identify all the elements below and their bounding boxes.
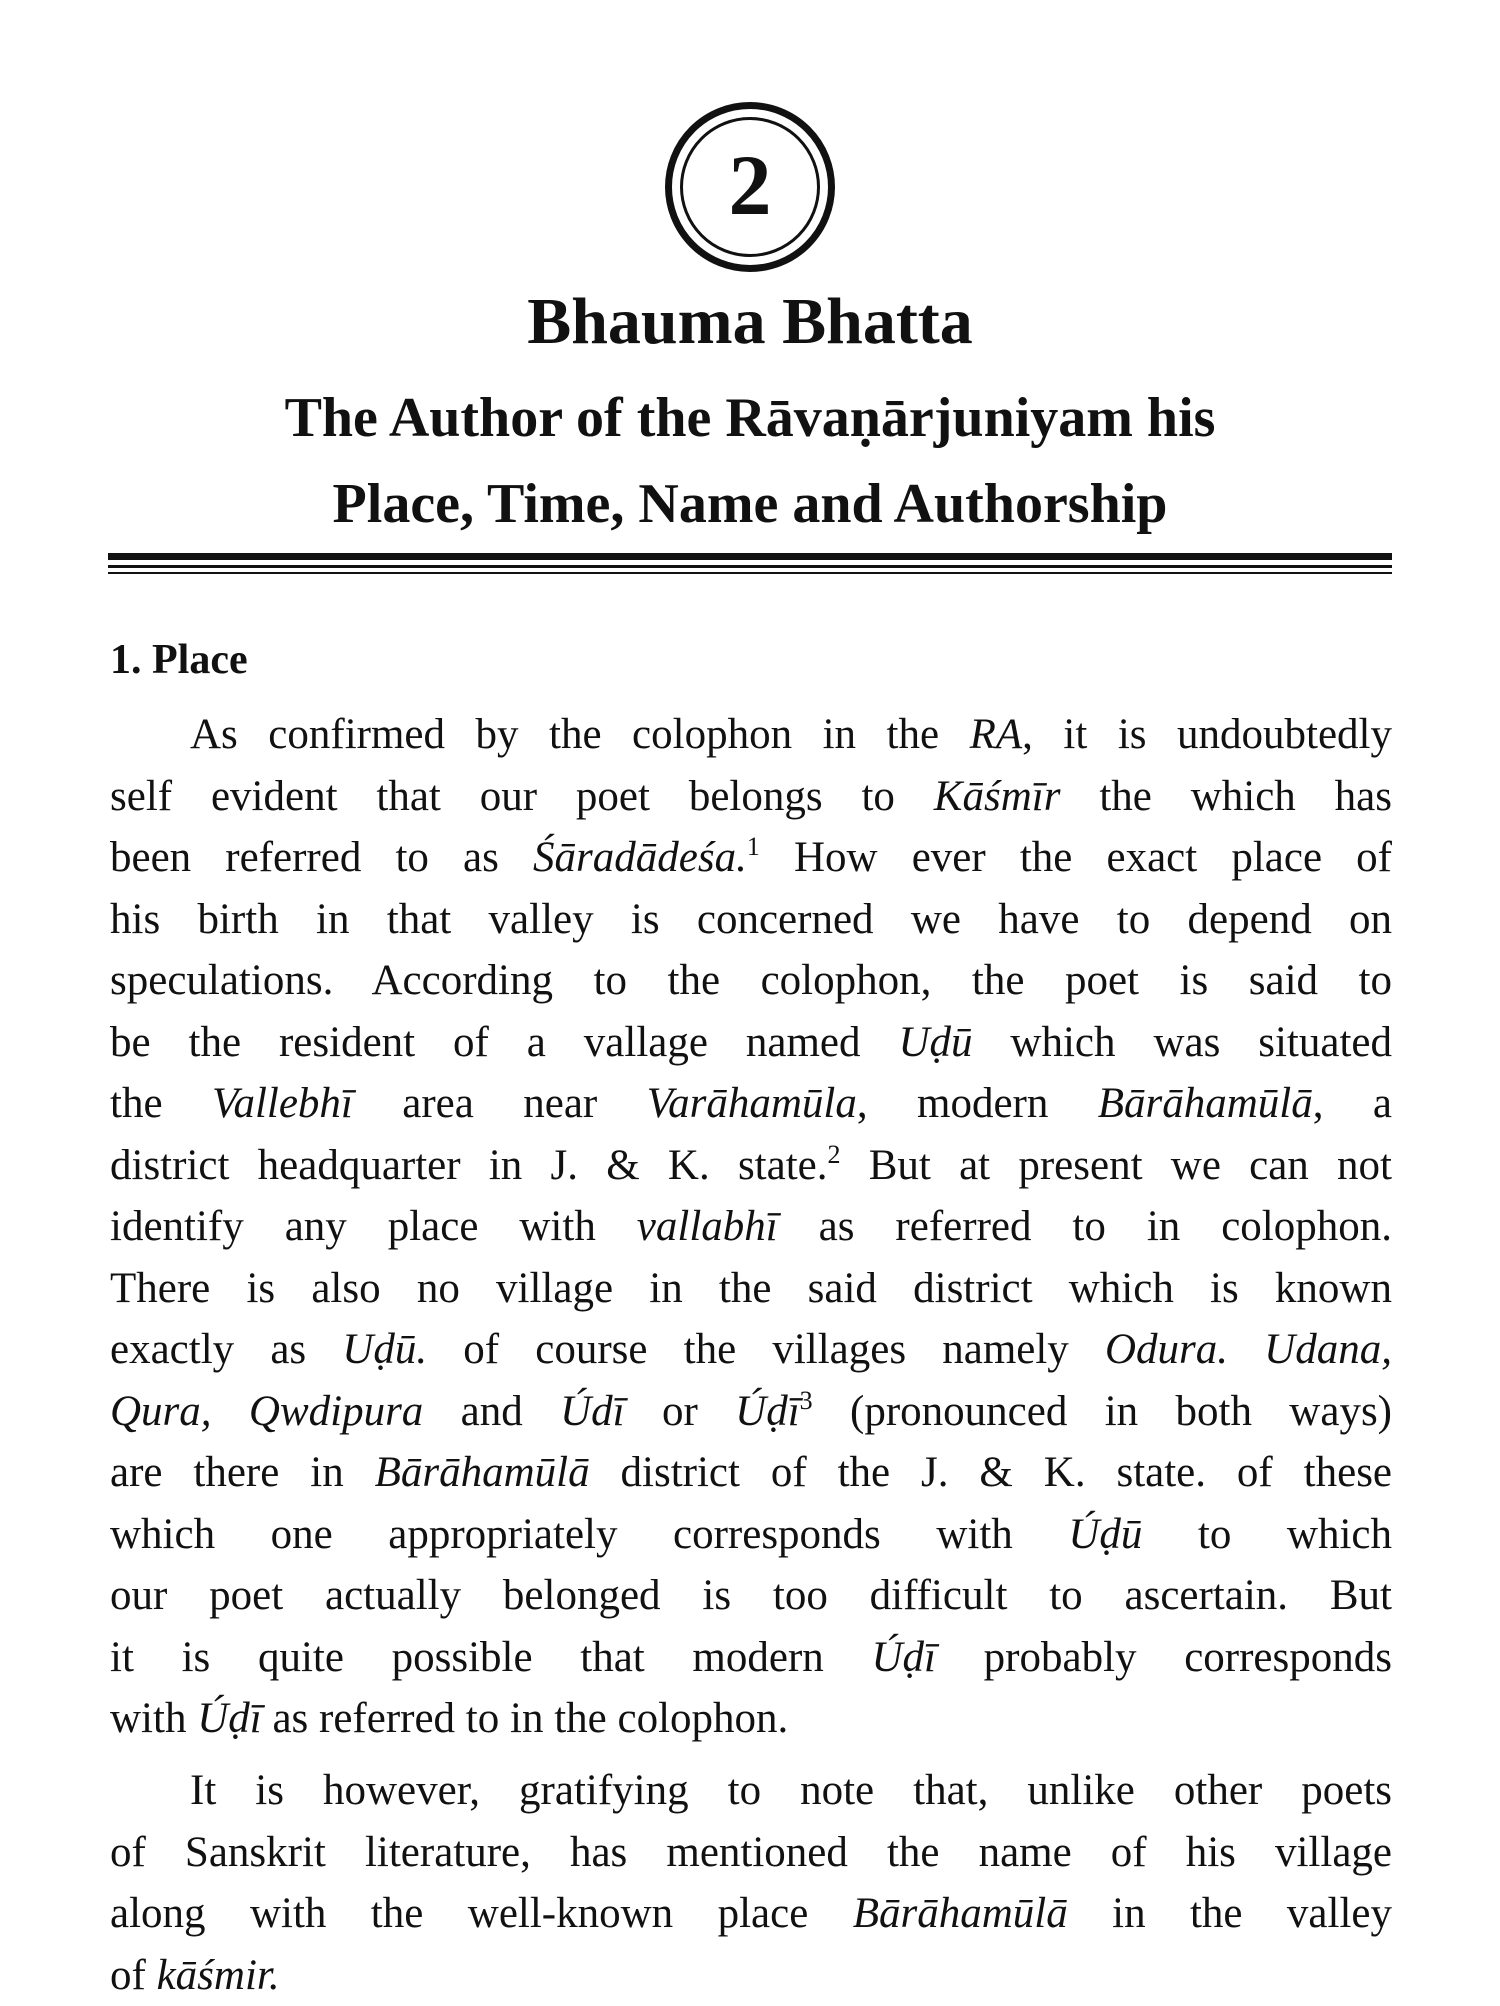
section-heading: 1. Place — [110, 632, 248, 688]
footnote-ref-1: 1 — [747, 832, 760, 861]
text-line: of kāśmir. — [110, 1945, 1392, 2006]
text-line: self evident that our poet belongs to Kāśmīr the which has — [110, 766, 1392, 828]
text-line: been referred to as Śāradādeśa.$^1$ How ever the exact place of — [110, 827, 1392, 889]
text-line: district headquarter in J. & K. state.$^2$ But at present we can not — [110, 1135, 1392, 1197]
text-line: his birth in that valley is concerned we have to depend on — [110, 889, 1392, 951]
chapter-subtitle — [0, 375, 1500, 547]
text-line: There is also no village in the said district which is known — [110, 1258, 1392, 1320]
text-line: which one appropriately corresponds with Úḍū to which — [110, 1504, 1392, 1566]
chapter-subtitle-line-1: The Author of the Rāvaṇārjuniyam his — [285, 387, 1216, 449]
text-line: along with the well-known place Bārāhamūlā in the valley — [110, 1883, 1392, 1945]
text-line: the Vallebhī area near Varāhamūla, modern Bārāhamūlā, a — [110, 1073, 1392, 1135]
text-line: As confirmed by the colophon in the RA, it is undoubtedly — [110, 704, 1392, 766]
title-divider-hairline — [108, 572, 1392, 574]
text-line: Qura, Qwdipura and Údī or Úḍī$^3$ (pronounced in both ways) — [110, 1381, 1392, 1443]
paragraph-place-2 — [110, 1760, 1392, 2006]
paragraph-place-1 — [110, 704, 1392, 1750]
chapter-number: 2 — [729, 142, 772, 228]
text-line: are there in Bārāhamūlā district of the J. & K. state. of these — [110, 1442, 1392, 1504]
chapter-number-badge — [665, 102, 835, 272]
chapter-title: Bhauma Bhatta — [0, 282, 1500, 362]
text-line: exactly as Uḍū. of course the villages namely Odura. Udana, — [110, 1319, 1392, 1381]
text-line: It is however, gratifying to note that, unlike other poets — [110, 1760, 1392, 1822]
text-line: it is quite possible that modern Úḍī probably corresponds — [110, 1627, 1392, 1689]
text-line: identify any place with vallabhī as referred to in colophon. — [110, 1196, 1392, 1258]
text-line: our poet actually belonged is too difficult to ascertain. But — [110, 1565, 1392, 1627]
chapter-number-badge-inner-ring — [680, 117, 820, 257]
text-line: be the resident of a vallage named Uḍū which was situated — [110, 1012, 1392, 1074]
footnote-ref-3: 3 — [800, 1386, 813, 1415]
title-divider-thick — [108, 553, 1392, 560]
chapter-subtitle-line-2: Place, Time, Name and Authorship — [333, 473, 1168, 535]
footnote-ref-2: 2 — [828, 1140, 841, 1169]
text-line: speculations. According to the colophon, the poet is said to — [110, 950, 1392, 1012]
text-line: with Úḍī as referred to in the colophon. — [110, 1688, 1392, 1750]
title-divider-thin — [108, 565, 1392, 568]
text-line: of Sanskrit literature, has mentioned the name of his village — [110, 1822, 1392, 1884]
